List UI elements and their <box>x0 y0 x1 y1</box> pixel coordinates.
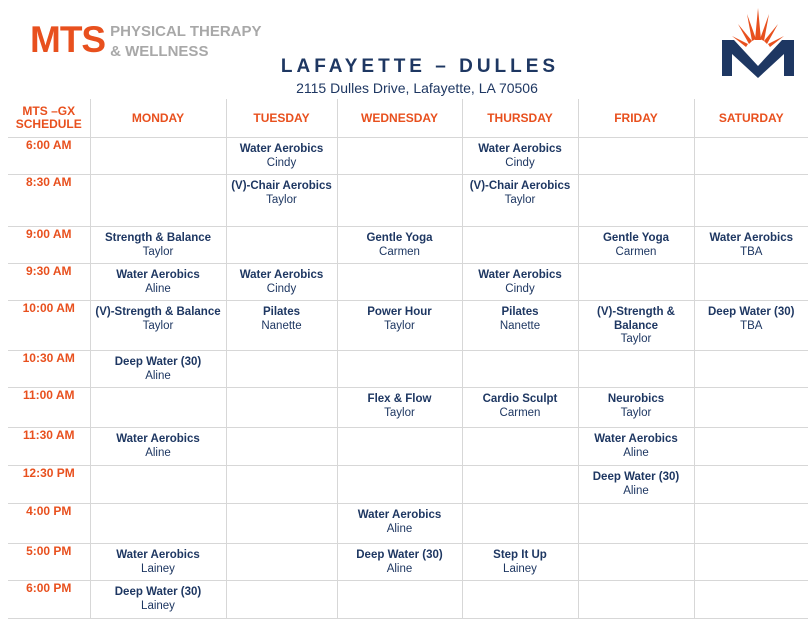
empty-cell <box>578 544 694 581</box>
time-slot-label: 4:00 PM <box>8 504 90 544</box>
class-cell <box>226 264 337 301</box>
schedule-row <box>8 138 808 175</box>
empty-cell <box>578 264 694 301</box>
class-cell <box>462 175 578 227</box>
class-instructor: Taylor <box>384 406 415 419</box>
class-name: Neurobics <box>607 393 665 405</box>
day-header-friday: FRIDAY <box>578 99 694 138</box>
time-slot-label: 6:00 AM <box>8 138 90 175</box>
time-slot-label: 8:30 AM <box>8 175 90 227</box>
empty-cell <box>462 351 578 388</box>
class-cell <box>90 301 226 351</box>
class-instructor: Taylor <box>620 406 652 419</box>
class-cell <box>462 388 578 428</box>
class-name: Water Aerobics <box>239 269 324 281</box>
empty-cell <box>578 504 694 544</box>
class-cell <box>90 264 226 301</box>
class-instructor: Carmen <box>615 245 657 258</box>
class-name: Deep Water (30) <box>708 306 795 318</box>
day-header-wednesday: WEDNESDAY <box>337 99 462 138</box>
time-slot-label: 9:30 AM <box>8 264 90 301</box>
class-instructor: Lainey <box>141 599 175 612</box>
empty-cell <box>462 428 578 466</box>
class-name: Gentle Yoga <box>602 232 670 244</box>
empty-cell <box>226 581 337 619</box>
empty-cell <box>90 504 226 544</box>
class-instructor: Cindy <box>266 156 297 169</box>
class-instructor: Carmen <box>499 406 541 419</box>
class-cell <box>337 504 462 544</box>
class-instructor: Taylor <box>142 319 174 332</box>
class-name: Deep Water (30) <box>356 549 443 561</box>
empty-cell <box>226 351 337 388</box>
brand-mark: MTS <box>30 19 106 60</box>
brand-line-2: & WELLNESS <box>110 43 209 60</box>
class-name: Deep Water (30) <box>592 471 680 483</box>
class-name: Deep Water (30) <box>114 586 202 598</box>
empty-cell <box>226 428 337 466</box>
class-instructor: Taylor <box>142 245 174 258</box>
class-instructor: Aline <box>386 562 413 575</box>
corner-line-2: SCHEDULE <box>15 117 82 131</box>
class-instructor: Taylor <box>384 319 415 332</box>
schedule-row <box>8 428 808 466</box>
class-instructor: Lainey <box>503 562 537 575</box>
class-cell <box>90 227 226 264</box>
schedule-table <box>8 99 808 619</box>
time-slot-label: 9:00 AM <box>8 227 90 264</box>
class-instructor: Taylor <box>266 193 297 206</box>
class-name: Flex & Flow <box>367 393 432 405</box>
class-cell <box>90 428 226 466</box>
class-cell <box>337 388 462 428</box>
schedule-row <box>8 227 808 264</box>
empty-cell <box>226 466 337 504</box>
schedule-row <box>8 581 808 619</box>
empty-cell <box>694 388 808 428</box>
class-instructor: Cindy <box>505 156 535 169</box>
empty-cell <box>226 544 337 581</box>
class-cell <box>462 544 578 581</box>
empty-cell <box>90 466 226 504</box>
time-slot-label: 10:00 AM <box>8 301 90 351</box>
schedule-row <box>8 264 808 301</box>
class-name: Water Aerobics <box>594 433 678 445</box>
time-slot-label: 11:30 AM <box>8 428 90 466</box>
class-name: (V)-Chair Aerobics <box>231 180 332 192</box>
class-name: Water Aerobics <box>116 269 200 281</box>
class-name: Gentle Yoga <box>366 232 433 244</box>
class-instructor: Cindy <box>505 282 535 295</box>
empty-cell <box>90 388 226 428</box>
class-instructor: TBA <box>740 245 763 258</box>
schedule-row <box>8 544 808 581</box>
class-cell <box>226 138 337 175</box>
corner-line-1: MTS –GX <box>22 104 76 118</box>
empty-cell <box>90 175 226 227</box>
class-instructor: Aline <box>145 369 171 382</box>
schedule-row <box>8 504 808 544</box>
empty-cell <box>337 428 462 466</box>
class-name: Water Aerobics <box>239 143 324 155</box>
class-cell <box>90 581 226 619</box>
empty-cell <box>694 428 808 466</box>
class-instructor: TBA <box>740 319 763 332</box>
class-instructor: Cindy <box>266 282 297 295</box>
empty-cell <box>694 544 808 581</box>
class-cell <box>578 301 694 351</box>
empty-cell <box>337 466 462 504</box>
empty-cell <box>694 466 808 504</box>
empty-cell <box>462 504 578 544</box>
empty-cell <box>578 175 694 227</box>
class-cell <box>578 428 694 466</box>
page-title: LAFAYETTE – DULLES <box>280 56 560 77</box>
time-slot-label: 11:00 AM <box>8 388 90 428</box>
schedule-row <box>8 351 808 388</box>
class-cell <box>226 175 337 227</box>
class-instructor: Aline <box>623 446 649 459</box>
empty-cell <box>694 351 808 388</box>
class-cell <box>90 544 226 581</box>
empty-cell <box>226 227 337 264</box>
schedule-body <box>8 138 808 619</box>
class-instructor: Lainey <box>141 562 175 575</box>
empty-cell <box>226 504 337 544</box>
empty-cell <box>578 581 694 619</box>
class-cell <box>462 264 578 301</box>
class-name: Step It Up <box>493 549 547 561</box>
day-header-saturday: SATURDAY <box>694 99 808 138</box>
class-cell <box>694 227 808 264</box>
class-name: Pilates <box>262 306 301 318</box>
time-slot-label: 6:00 PM <box>8 581 90 619</box>
class-instructor: Nanette <box>261 319 302 332</box>
class-name: Water Aerobics <box>116 433 200 445</box>
empty-cell <box>462 466 578 504</box>
empty-cell <box>337 351 462 388</box>
class-name: Strength & Balance <box>104 232 212 244</box>
class-name: Water Aerobics <box>116 549 200 561</box>
class-instructor: Taylor <box>620 333 652 345</box>
class-cell <box>462 138 578 175</box>
class-instructor: Aline <box>386 522 413 535</box>
class-name: Power Hour <box>367 306 432 318</box>
empty-cell <box>462 227 578 264</box>
empty-cell <box>694 504 808 544</box>
time-slot-label: 12:30 PM <box>8 466 90 504</box>
schedule-row <box>8 388 808 428</box>
schedule-row <box>8 301 808 351</box>
class-cell <box>578 466 694 504</box>
class-cell <box>226 301 337 351</box>
mts-flame-m-logo-icon <box>720 6 796 78</box>
class-instructor: Aline <box>623 484 649 497</box>
empty-cell <box>694 581 808 619</box>
class-instructor: Aline <box>145 446 171 459</box>
class-name: Cardio Sculpt <box>482 393 558 405</box>
schedule-row <box>8 175 808 227</box>
day-header-monday: MONDAY <box>90 99 226 138</box>
class-cell <box>578 388 694 428</box>
class-instructor: Nanette <box>499 319 541 332</box>
location-address: 2115 Dulles Drive, Lafayette, LA 70506 <box>296 80 538 96</box>
schedule-header-row <box>8 99 808 138</box>
location-heading <box>0 55 812 97</box>
class-cell <box>90 351 226 388</box>
time-slot-label: 5:00 PM <box>8 544 90 581</box>
empty-cell <box>337 581 462 619</box>
empty-cell <box>337 264 462 301</box>
empty-cell <box>694 175 808 227</box>
empty-cell <box>226 388 337 428</box>
empty-cell <box>694 264 808 301</box>
empty-cell <box>578 138 694 175</box>
class-cell <box>337 301 462 351</box>
class-cell <box>694 301 808 351</box>
class-name: Pilates <box>501 306 539 318</box>
schedule-row <box>8 466 808 504</box>
brand-line-1: PHYSICAL THERAPY <box>110 23 262 40</box>
class-instructor: Aline <box>145 282 171 295</box>
class-name: Water Aerobics <box>357 509 442 521</box>
class-name: (V)-Strength & Balance <box>95 306 221 318</box>
class-cell <box>337 227 462 264</box>
day-header-thursday: THURSDAY <box>462 99 578 138</box>
schedule-corner-label <box>8 99 90 138</box>
empty-cell <box>337 138 462 175</box>
class-cell <box>462 301 578 351</box>
empty-cell <box>337 175 462 227</box>
class-instructor: Taylor <box>504 193 536 206</box>
class-name: (V)-Strength & Balance <box>597 306 675 332</box>
empty-cell <box>694 138 808 175</box>
class-instructor: Carmen <box>379 245 420 258</box>
time-slot-label: 10:30 AM <box>8 351 90 388</box>
class-name: Water Aerobics <box>478 269 562 281</box>
class-name: Water Aerobics <box>709 232 793 244</box>
day-header-tuesday: TUESDAY <box>226 99 337 138</box>
class-cell <box>337 544 462 581</box>
class-name: Deep Water (30) <box>114 356 202 368</box>
class-name: (V)-Chair Aerobics <box>469 180 571 192</box>
empty-cell <box>462 581 578 619</box>
class-cell <box>578 227 694 264</box>
empty-cell <box>578 351 694 388</box>
empty-cell <box>90 138 226 175</box>
class-name: Water Aerobics <box>478 143 562 155</box>
